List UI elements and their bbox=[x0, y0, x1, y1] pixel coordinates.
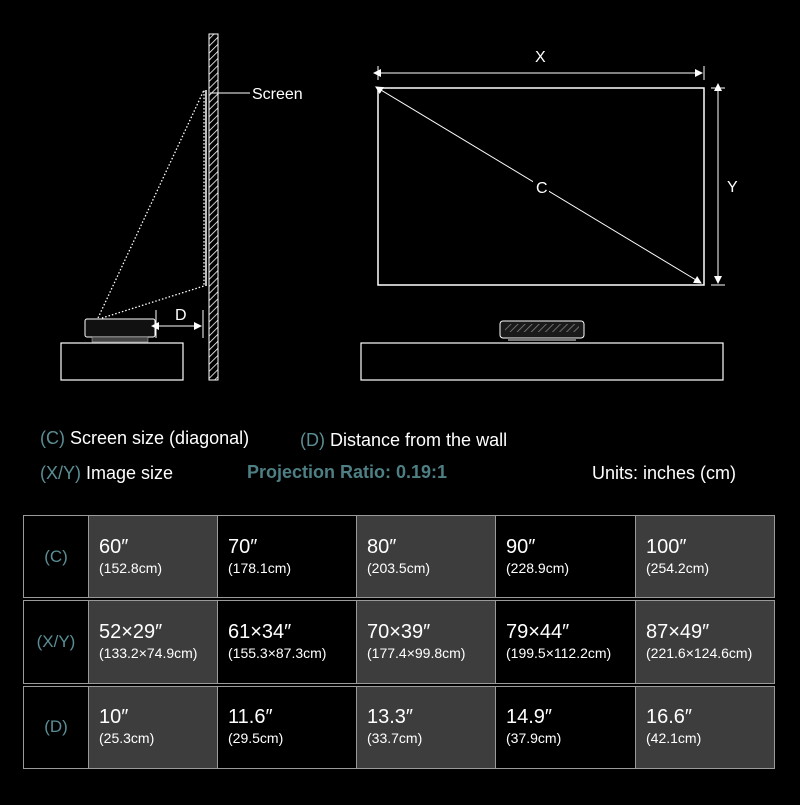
table-cell bbox=[357, 686, 496, 768]
cell-value: 70×39″ bbox=[367, 620, 431, 643]
side-projector bbox=[85, 319, 155, 337]
wall bbox=[209, 34, 218, 380]
width-label: X bbox=[535, 49, 546, 66]
table-cell bbox=[496, 516, 636, 598]
cell-metric-value: (221.6×124.6cm) bbox=[646, 644, 753, 661]
legend-image-size bbox=[40, 463, 173, 484]
cell-metric-value: (33.7cm) bbox=[367, 730, 423, 747]
table-cell bbox=[636, 601, 775, 683]
cell-value: 87×49″ bbox=[646, 620, 710, 643]
cell-metric-value: (37.9cm) bbox=[506, 730, 562, 747]
table-cell bbox=[89, 686, 218, 768]
cell-metric-value: (178.1cm) bbox=[228, 559, 292, 576]
cell-value: 80″ bbox=[367, 535, 397, 558]
cell-metric-value: (177.4×99.8cm) bbox=[367, 644, 466, 661]
row-header: (C) bbox=[24, 516, 89, 598]
cell-value: 11.6″ bbox=[228, 706, 273, 729]
cell-value: 60″ bbox=[99, 535, 129, 558]
cell-value: 100″ bbox=[646, 535, 687, 558]
cell-metric-value: (254.2cm) bbox=[646, 559, 710, 576]
row-header: (X/Y) bbox=[24, 601, 89, 683]
front-cabinet bbox=[361, 343, 723, 380]
cell-value: 13.3″ bbox=[367, 706, 414, 729]
diagonal-label: C bbox=[536, 180, 548, 197]
cell-metric-value: (203.5cm) bbox=[367, 559, 431, 576]
cell-value: 52×29″ bbox=[99, 620, 163, 643]
legend-text-xy: Image size bbox=[86, 463, 174, 483]
cell-metric-value: (152.8cm) bbox=[99, 559, 163, 576]
cell-value: 70″ bbox=[228, 535, 258, 558]
table-cell bbox=[636, 516, 775, 598]
cell-metric-value: (199.5×112.2cm) bbox=[506, 644, 612, 661]
table-cell bbox=[357, 516, 496, 598]
cell-metric-value: (228.9cm) bbox=[506, 559, 570, 576]
cell-metric-value: (133.2×74.9cm) bbox=[99, 644, 198, 661]
table-row bbox=[24, 686, 775, 768]
table-cell bbox=[218, 686, 357, 768]
cell-metric-value: (29.5cm) bbox=[228, 730, 284, 747]
table-cell bbox=[218, 601, 357, 683]
units-note: Units: inches (cm) bbox=[592, 463, 737, 483]
table-cell bbox=[89, 516, 218, 598]
table-row bbox=[24, 601, 775, 683]
table-cell bbox=[89, 601, 218, 683]
cell-metric-value: (25.3cm) bbox=[99, 730, 155, 747]
projection-beam bbox=[98, 90, 204, 318]
front-projector-grille bbox=[505, 324, 579, 332]
legend-key-c: (C) bbox=[40, 428, 65, 448]
table-cell bbox=[496, 686, 636, 768]
cell-value: 79×44″ bbox=[506, 620, 570, 643]
table-cell bbox=[636, 686, 775, 768]
side-projector-base bbox=[92, 337, 148, 342]
screen-label: Screen bbox=[252, 86, 303, 103]
side-view bbox=[61, 34, 303, 380]
table-cell bbox=[218, 516, 357, 598]
cell-metric-value: (42.1cm) bbox=[646, 730, 702, 747]
cell-metric-value: (155.3×87.3cm) bbox=[228, 644, 327, 661]
legend-key-xy: (X/Y) bbox=[40, 463, 82, 483]
legend-key-d: (D) bbox=[300, 430, 325, 450]
legend-distance bbox=[300, 430, 507, 451]
cell-value: 61×34″ bbox=[228, 620, 292, 643]
row-header: (D) bbox=[24, 686, 89, 768]
cell-value: 14.9″ bbox=[506, 706, 553, 729]
front-view bbox=[361, 49, 738, 380]
cell-value: 10″ bbox=[99, 706, 129, 729]
cell-value: 90″ bbox=[506, 535, 536, 558]
table-row bbox=[24, 516, 775, 598]
distance-label: D bbox=[175, 307, 187, 324]
legend-text-d: Distance from the wall bbox=[330, 430, 508, 450]
height-label: Y bbox=[727, 179, 738, 196]
side-cabinet bbox=[61, 343, 183, 380]
legend-screen-size bbox=[40, 428, 249, 449]
front-projector-feet bbox=[508, 338, 576, 341]
projection-ratio: Projection Ratio: 0.19:1 bbox=[247, 462, 448, 482]
table-cell bbox=[357, 601, 496, 683]
table-cell bbox=[496, 601, 636, 683]
spec-table bbox=[23, 515, 775, 769]
cell-value: 16.6″ bbox=[646, 706, 693, 729]
legend-text-c: Screen size (diagonal) bbox=[70, 428, 250, 448]
